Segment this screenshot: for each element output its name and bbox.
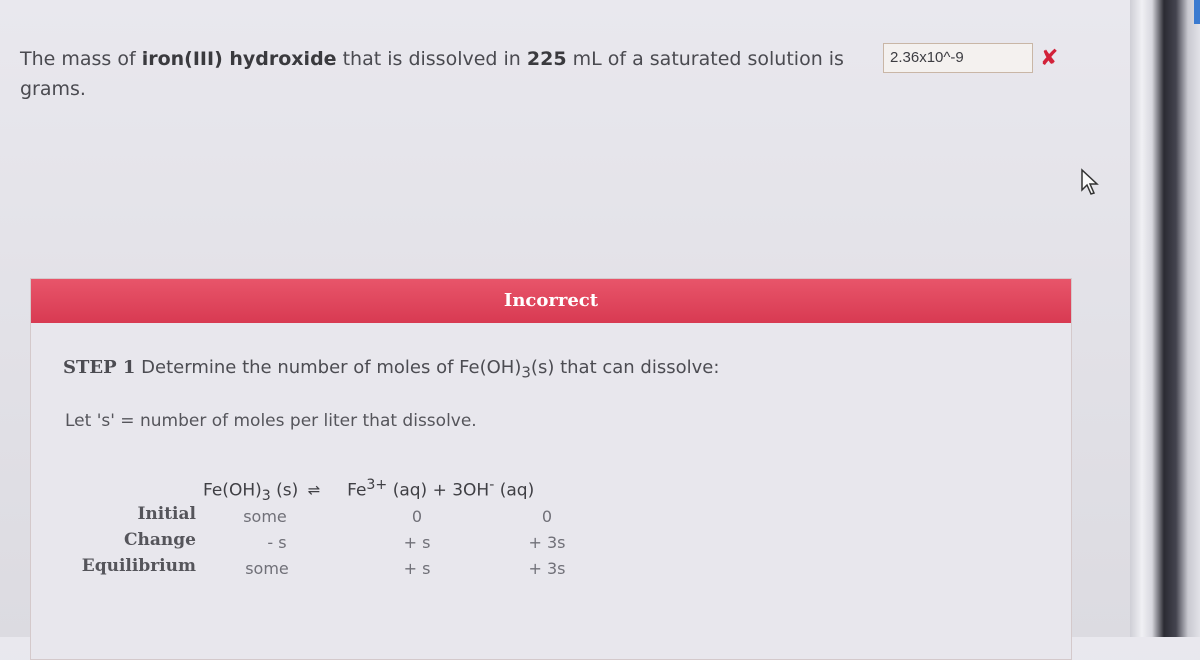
volume-value: 225 bbox=[526, 48, 567, 70]
formula: Fe(OH) bbox=[459, 357, 522, 378]
hydroxide-charge: - bbox=[489, 477, 495, 493]
product-iron: Fe bbox=[347, 480, 367, 501]
reactant-phase: (s) bbox=[270, 480, 299, 501]
feedback-panel bbox=[30, 278, 1072, 660]
question-part: that is dissolved in bbox=[336, 48, 527, 70]
question-part: grams. bbox=[20, 78, 86, 100]
product-phase: (aq) bbox=[494, 480, 535, 501]
ice-cell: + 3s bbox=[528, 533, 566, 552]
iron-charge: 3+ bbox=[366, 477, 388, 493]
window-edge bbox=[1130, 0, 1200, 637]
question-part: mL of a saturated solution is bbox=[566, 48, 844, 70]
ice-cell: - s bbox=[267, 533, 287, 552]
ice-cell: + s bbox=[403, 533, 431, 552]
product-hydroxide: (aq) + 3OH bbox=[387, 480, 490, 501]
question-part: The mass of bbox=[20, 48, 142, 70]
ice-cell: 0 bbox=[541, 507, 553, 526]
formula-subscript: 3 bbox=[521, 363, 531, 382]
equilibrium-arrow-icon: ⇌ bbox=[307, 480, 321, 499]
feedback-header: Incorrect bbox=[31, 279, 1071, 323]
dissolution-equation bbox=[203, 477, 534, 504]
mouse-cursor-icon bbox=[1080, 168, 1100, 196]
ice-cell: some bbox=[245, 559, 289, 578]
ice-row-label: Equilibrium bbox=[81, 556, 196, 576]
x-mark-icon: ✘ bbox=[1040, 46, 1059, 71]
ice-cell: 0 bbox=[411, 507, 423, 526]
step-text: (s) that can dissolve: bbox=[530, 357, 720, 378]
step-text: Determine the number of moles of bbox=[135, 357, 460, 378]
reactant: Fe(OH) bbox=[203, 480, 262, 501]
variable-definition: Let 's' = number of moles per liter that dissolve. bbox=[65, 411, 477, 431]
step-number: STEP 1 bbox=[63, 357, 136, 378]
compound-name: iron(III) hydroxide bbox=[141, 48, 337, 70]
answer-input[interactable]: 2.36x10^-9 bbox=[883, 43, 1033, 73]
step-instruction bbox=[63, 357, 719, 382]
reactant-subscript: 3 bbox=[261, 488, 271, 505]
ice-cell: + s bbox=[403, 559, 431, 578]
question-text bbox=[20, 44, 920, 104]
ice-row-label: Change bbox=[124, 530, 196, 550]
ice-cell: some bbox=[243, 507, 287, 526]
ice-row-label: Initial bbox=[137, 504, 196, 524]
ice-cell: + 3s bbox=[528, 559, 566, 578]
